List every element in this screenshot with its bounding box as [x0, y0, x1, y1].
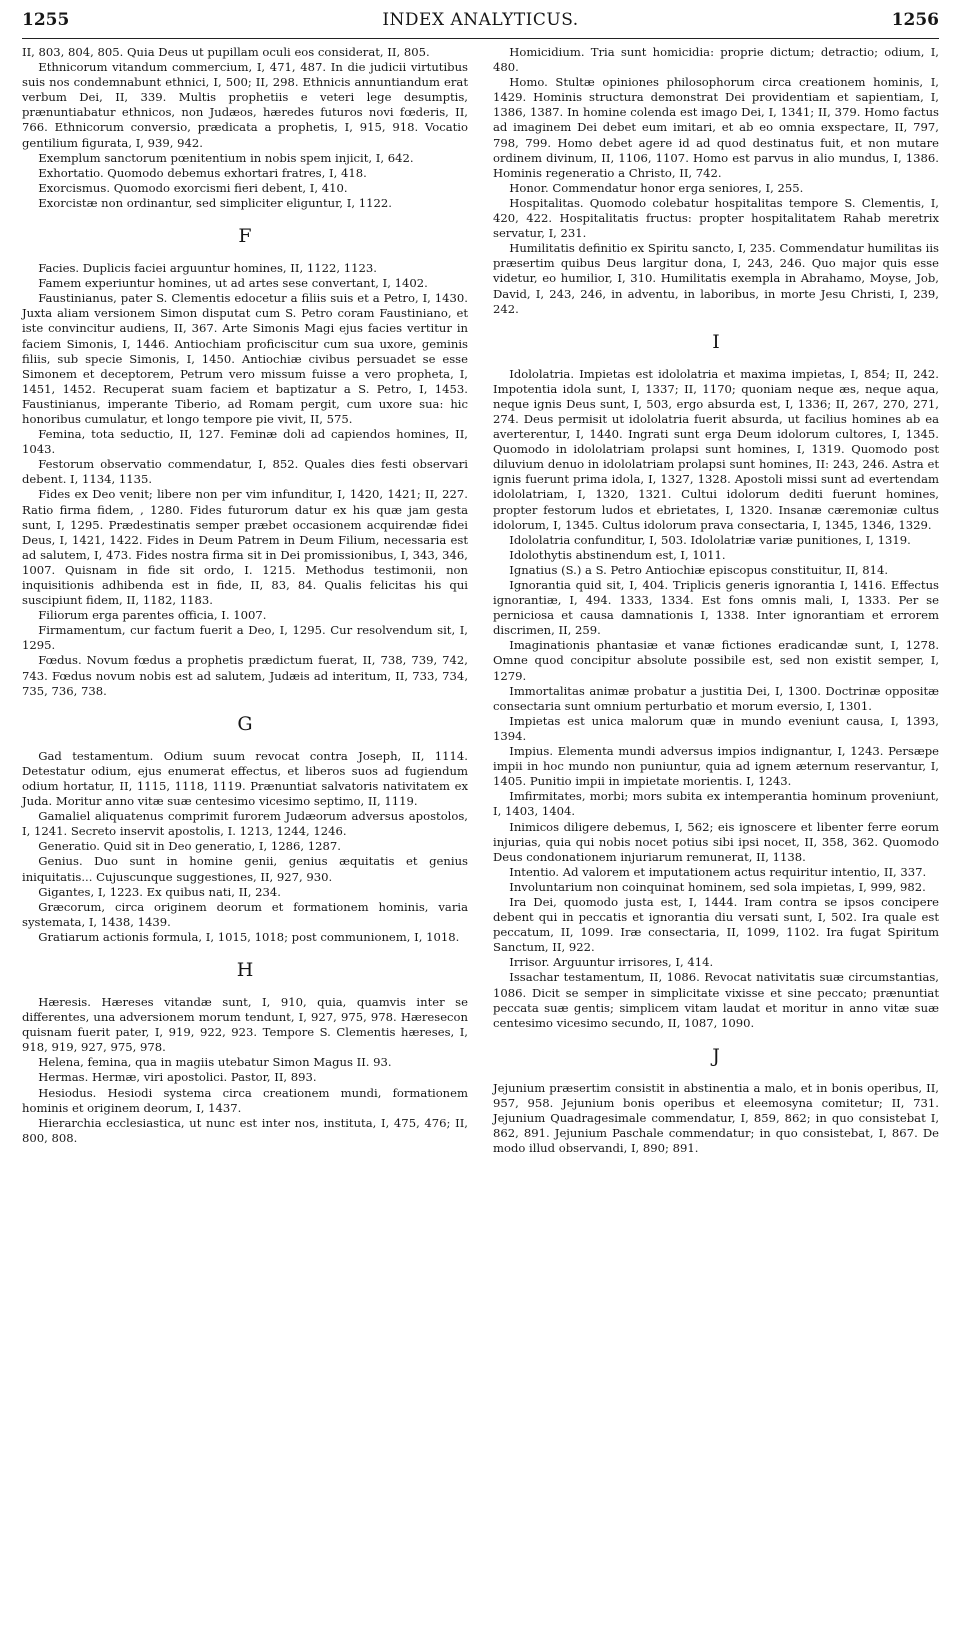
index-entry: Jejunium præsertim consistit in abstinentia a malo, et in bonis operibus, II, 957, 958. Jejunium bonis operibus et eleemosyna comitetur; II, 731. Jejunium Quadragesimale commendatur, I, 859, 862; in quo consistebat I, 862, 891. Jejunium Paschale commendatur; in quo consistebat, I, 867. De modo illud observandi, I, 890; 891. — [493, 1080, 939, 1156]
page-number-left: 1255 — [22, 10, 70, 30]
index-entry: Genius. Duo sunt in homine genii, genius æquitatis et genius iniquitatis... Cujuscunque suggestiones, II, 927, 930. — [22, 854, 468, 884]
section-letter: F — [238, 225, 252, 248]
page-header — [22, 8, 939, 39]
section-letter: H — [236, 958, 254, 981]
section-letter: J — [712, 1044, 720, 1067]
index-entry: Intentio. Ad valorem et imputationem actus requiritur intentio, II, 337. — [509, 864, 927, 879]
index-entry: Involuntarium non coinquinat hominem, sed sola impietas, I, 999, 982. — [509, 879, 926, 894]
index-entry: Idolothytis abstinendum est, I, 1011. — [509, 547, 726, 562]
index-entry: Honor. Commendatur honor erga seniores, I, 255. — [509, 180, 804, 195]
index-entry: Idololatria confunditur, I, 503. Idololatriæ variæ punitiones, I, 1319. — [509, 532, 911, 547]
index-entry: Firmamentum, cur factum fuerit a Deo, I, 1295. Cur resolvendum sit, I, 1295. — [22, 623, 468, 653]
index-entry: Impietas est unica malorum quæ in mundo eveniunt causa, I, 1393, 1394. — [493, 713, 939, 743]
index-entry: Gamaliel aliquatenus comprimit furorem Judæorum adversus apostolos, I, 1241. Secreto inservit apostolis, I. 1213, 1244, 1246. — [22, 809, 468, 839]
index-entry: Humilitatis definitio ex Spiritu sancto, I, 235. Commendatur humilitas iis præsertim quibus Deus largitur dona, I, 243, 246. Quo major quis esse videtur, eo humilior, I, 310. Humilitatis exempla in Abrahamo, Moyse, Job, David, I, 243, 246, in adventu, in laboribus, in morte Jesu Christi, I, 239, 242. — [493, 241, 939, 316]
index-entry: Irrisor. Arguuntur irrisores, I, 414. — [509, 955, 714, 970]
index-entry: Gad testamentum. Odium suum revocat contra Joseph, II, 1114. Detestatur odium, ejus enumerat effectus, et liberos suos ad fugiendum odium hortatur, II, 1115, 1118, 1119. Prænuntiat salvatoris nativitatem ex Juda. Moritur anno vitæ suæ centesimo vicesimo septimo, II, 1119. — [22, 748, 468, 809]
index-entry: Generatio. Quid sit in Deo generatio, I, 1286, 1287. — [38, 839, 341, 854]
index-entry: Gigantes, I, 1223. Ex quibus nati, II, 234. — [38, 884, 281, 899]
page-number-right: 1256 — [891, 10, 939, 30]
section-letter: G — [237, 712, 253, 735]
index-entry: Facies. Duplicis faciei arguuntur homines, II, 1122, 1123. — [38, 261, 377, 276]
index-entry: Imfirmitates, morbi; mors subita ex intemperantia hominum proveniunt, I, 1403, 1404. — [493, 789, 939, 819]
index-entry: Idololatria. Impietas est idololatria et maxima impietas, I, 854; II, 242. Impotentia idola sunt, I, 1337; II, 1170; quoniam neque æs, neque aqua, neque ignis Deus sunt, I, 503, ergo absurda est, I, 1336; II, 267, 270, 271, 274. Deus permisit ut idololatria fuerit absurda, ut facilius homines ab ea averterentur, I, 1440. Ingrati sunt erga Deum idolorum cultores, I, 1345. Quomodo in idololatriam prolapsi sunt homines, I, 1319. Quomodo post diluvium denuo in idololatriam prolapsi sunt homines, II: 243, 246. Astra et ignis fuerunt prima idola, I, 1327, 1328. Apostoli missi sunt ad evertendam idololatriam, I, 1320, 1321. Cultui idolorum dediti fuerunt homines, propter festorum ludos et ebrietates, I, 1320. Insanæ cæremoniæ cultus idolorum, I, 1345. Cultus idolorum prava consectaria, I, 1345, 1346, 1329. — [493, 366, 939, 532]
index-entry: Famem experiuntur homines, ut ad artes sese convertant, I, 1402. — [38, 276, 428, 291]
index-entry: Hierarchia ecclesiastica, ut nunc est inter nos, instituta, I, 475, 476; II, 800, 808. — [22, 1115, 468, 1145]
index-entry: Issachar testamentum, II, 1086. Revocat nativitatis suæ circumstantias, 1086. Dicit se semper in simplicitate vixisse et sine peccato; prænuntiat peccata suæ gentis; simplicem vitam laudat et moritur in anno vitæ suæ centesimo vicesimo secundo, II, 1087, 1090. — [493, 970, 939, 1030]
index-entry: II, 803, 804, 805. Quia Deus ut pupillam oculi eos considerat, II, 805. — [22, 45, 430, 59]
index-entry: Fides ex Deo venit; libere non per vim infunditur, I, 1420, 1421; II, 227. Ratio firma fidem, , 1280. Fides futurorum datur ex his quæ jam gesta sunt, I, 1295. Prædestinatis semper præbet occasionem acquirendæ fidei Deus, I, 1421, 1422. Fides in Deum Patrem in Deum Filium, necessaria est ad salutem, I, 473. Fides nostra firma sit in Dei promissionibus, I, 343, 346, 1007. Quisnam in fide sit ordo, I. 1215. Methodus testimonii, non inquisitionis adhibenda est in fide, II, 83, 84. Qualis felicitas his qui suscipiunt fidem, II, 1182, 1183. — [22, 487, 468, 608]
index-entry: Impius. Elementa mundi adversus impios indignantur, I, 1243. Persæpe impii in hoc mundo non puniuntur, quia ad ignem æternum reservantur, I, 1405. Punitio impii in impietate morientis. I, 1243. — [493, 744, 939, 789]
index-entry: Ignorantia quid sit, I, 404. Triplicis generis ignorantia I, 1416. Effectus ignorantiæ, I, 494. 1333, 1334. Est fons omnis mali, I, 1333. Per se perniciosa et causa damnationis I, 1338. Inter ignorantiam et errorem discrimen, II, 259. — [493, 578, 939, 638]
index-entry: Inimicos diligere debemus, I, 562; eis ignoscere et libenter ferre eorum injurias, quia qui nobis nocet potius sibi ipsi nocet, II, 358, 362. Quomodo Deus condonationem injuriarum remunerat, II, 1138. — [493, 819, 939, 864]
index-entry: Exhortatio. Quomodo debemus exhortari fratres, I, 418. — [38, 165, 367, 180]
index-entry: Exorcistæ non ordinantur, sed simpliciter eliguntur, I, 1122. — [38, 195, 392, 210]
index-entry: Exemplum sanctorum pœnitentium in nobis spem injicit, I, 642. — [38, 150, 414, 165]
index-entry: Helena, femina, qua in magiis utebatur Simon Magus II. 93. — [38, 1055, 392, 1070]
index-entry: Ethnicorum vitandum commercium, I, 471, 487. In die judicii virtutibus suis nos condemnabunt ethnici, I, 500; II, 298. Ethnicis annuntiandum erat verbum Dei, II, 339. Multis prophetiis e veteri lege desumptis, prænuntiabatur ethnicos, non Judæos, hæredes futuros novi fœderis, II, 766. Ethnicorum conversio, prædicata a prophetis, I, 915, 918. Vocatio gentilium figurata, I, 939, 942. — [22, 60, 468, 150]
page-title: INDEX ANALYTICUS. — [382, 10, 579, 30]
index-entry: Ignatius (S.) a S. Petro Antiochiæ episcopus constituitur, II, 814. — [509, 562, 889, 577]
index-entry: Immortalitas animæ probatur a justitia Dei, I, 1300. Doctrinæ oppositæ consectaria sunt omnium perturbatio et morum eversio, I, 1301. — [493, 683, 939, 713]
index-entry: Hermas. Hermæ, viri apostolici. Pastor, II, 893. — [38, 1070, 317, 1085]
index-entry: Femina, tota seductio, II, 127. Feminæ doli ad capiendos homines, II, 1043. — [22, 427, 468, 457]
index-entry: Gratiarum actionis formula, I, 1015, 1018; post communionem, I, 1018. — [38, 929, 460, 944]
text-columns — [22, 45, 939, 1156]
right-column — [493, 45, 939, 1156]
index-entry: Fœdus. Novum fœdus a prophetis prædictum fuerat, II, 738, 739, 742, 743. Fœdus novum nobis est ad salutem, Judæis ad interitum, II, 733, 734, 735, 736, 738. — [22, 653, 468, 698]
index-entry: Homicidium. Tria sunt homicidia: proprie dictum; detractio; odium, I, 480. — [493, 45, 939, 75]
index-entry: Imaginationis phantasiæ et vanæ fictiones eradicandæ sunt, I, 1278. Omne quod concipitur absolute possibile est, sed non existit semper, I, 1279. — [493, 638, 939, 683]
index-entry: Filiorum erga parentes officia, I. 1007. — [38, 608, 267, 623]
section-letter: I — [712, 330, 720, 353]
index-entry: Græcorum, circa originem deorum et formationem hominis, varia systemata, I, 1438, 1439. — [22, 899, 468, 929]
index-entry: Hospitalitas. Quomodo colebatur hospitalitas tempore S. Clementis, I, 420, 422. Hospitalitatis fructus: propter hospitalitatem Rahab meretrix servatur, I, 231. — [493, 195, 939, 241]
index-entry: Hæresis. Hæreses vitandæ sunt, I, 910, quia, quamvis inter se differentes, una adversionem morum tendunt, I, 927, 975, 978. Hæresecon quisnam fuerit pater, I, 919, 922, 923. Tempore S. Clementis hæreses, I, 918, 919, 927, 975, 978. — [22, 994, 468, 1055]
index-entry: Festorum observatio commendatur, I, 852. Quales dies festi observari debent. I, 1134, 1135. — [22, 457, 468, 487]
index-entry: Ira Dei, quomodo justa est, I, 1444. Iram contra se ipsos concipere debent qui in peccatis et ignorantia diu versati sunt, I, 502. Ira quale est peccatum, II, 1099. Iræ consectaria, II, 1099, 1102. Ira fugat Spiritum Sanctum, II, 922. — [493, 894, 939, 955]
left-column — [22, 45, 468, 1156]
index-entry: Homo. Stultæ opiniones philosophorum circa creationem hominis, I, 1429. Hominis structura demonstrat Dei providentiam et sapientiam, I, 1386, 1387. In homine colenda est imago Dei, I, 1341; II, 379. Homo factus ad imaginem Dei debet eum imitari, et ab eo omnia exspectare, II, 797, 798, 799. Homo debet agere id ad quod destinatus fuit, et non mutare ordinem divinum, II, 1106, 1107. Homo est parvus in alio mundus, I, 1386. Hominis regeneratio a Christo, II, 742. — [493, 75, 939, 180]
index-entry: Exorcismus. Quomodo exorcismi fieri debent, I, 410. — [38, 180, 348, 195]
index-entry: Hesiodus. Hesiodi systema circa creationem mundi, formationem hominis et originem deorum, I, 1437. — [22, 1085, 468, 1115]
index-entry: Faustinianus, pater S. Clementis edocetur a filiis suis et a Petro, I, 1430. Juxta aliam versionem Simon disputat cum S. Petro coram Faustiniano, et iste convincitur audiens, II, 367. Arte Simonis Magi ejus facies vertitur in faciem Simonis, I, 1446. Antiochiam proficiscitur cum sua uxore, geminis filiis, sub specie Simonis, I, 1450. Antiochiæ civibus persuadet se esse Simonem et deceptorem, Petrum vero missum fuisse a vero propheta, I, 1451, 1452. Recuperat suam faciem et baptizatur a S. Petro, I, 1453. Faustinianus, imperante Tiberio, ad Romam pergit, cum uxore sua: hic honoribus cumulatur, et longo tempore pie vivit, II, 575. — [22, 291, 468, 426]
